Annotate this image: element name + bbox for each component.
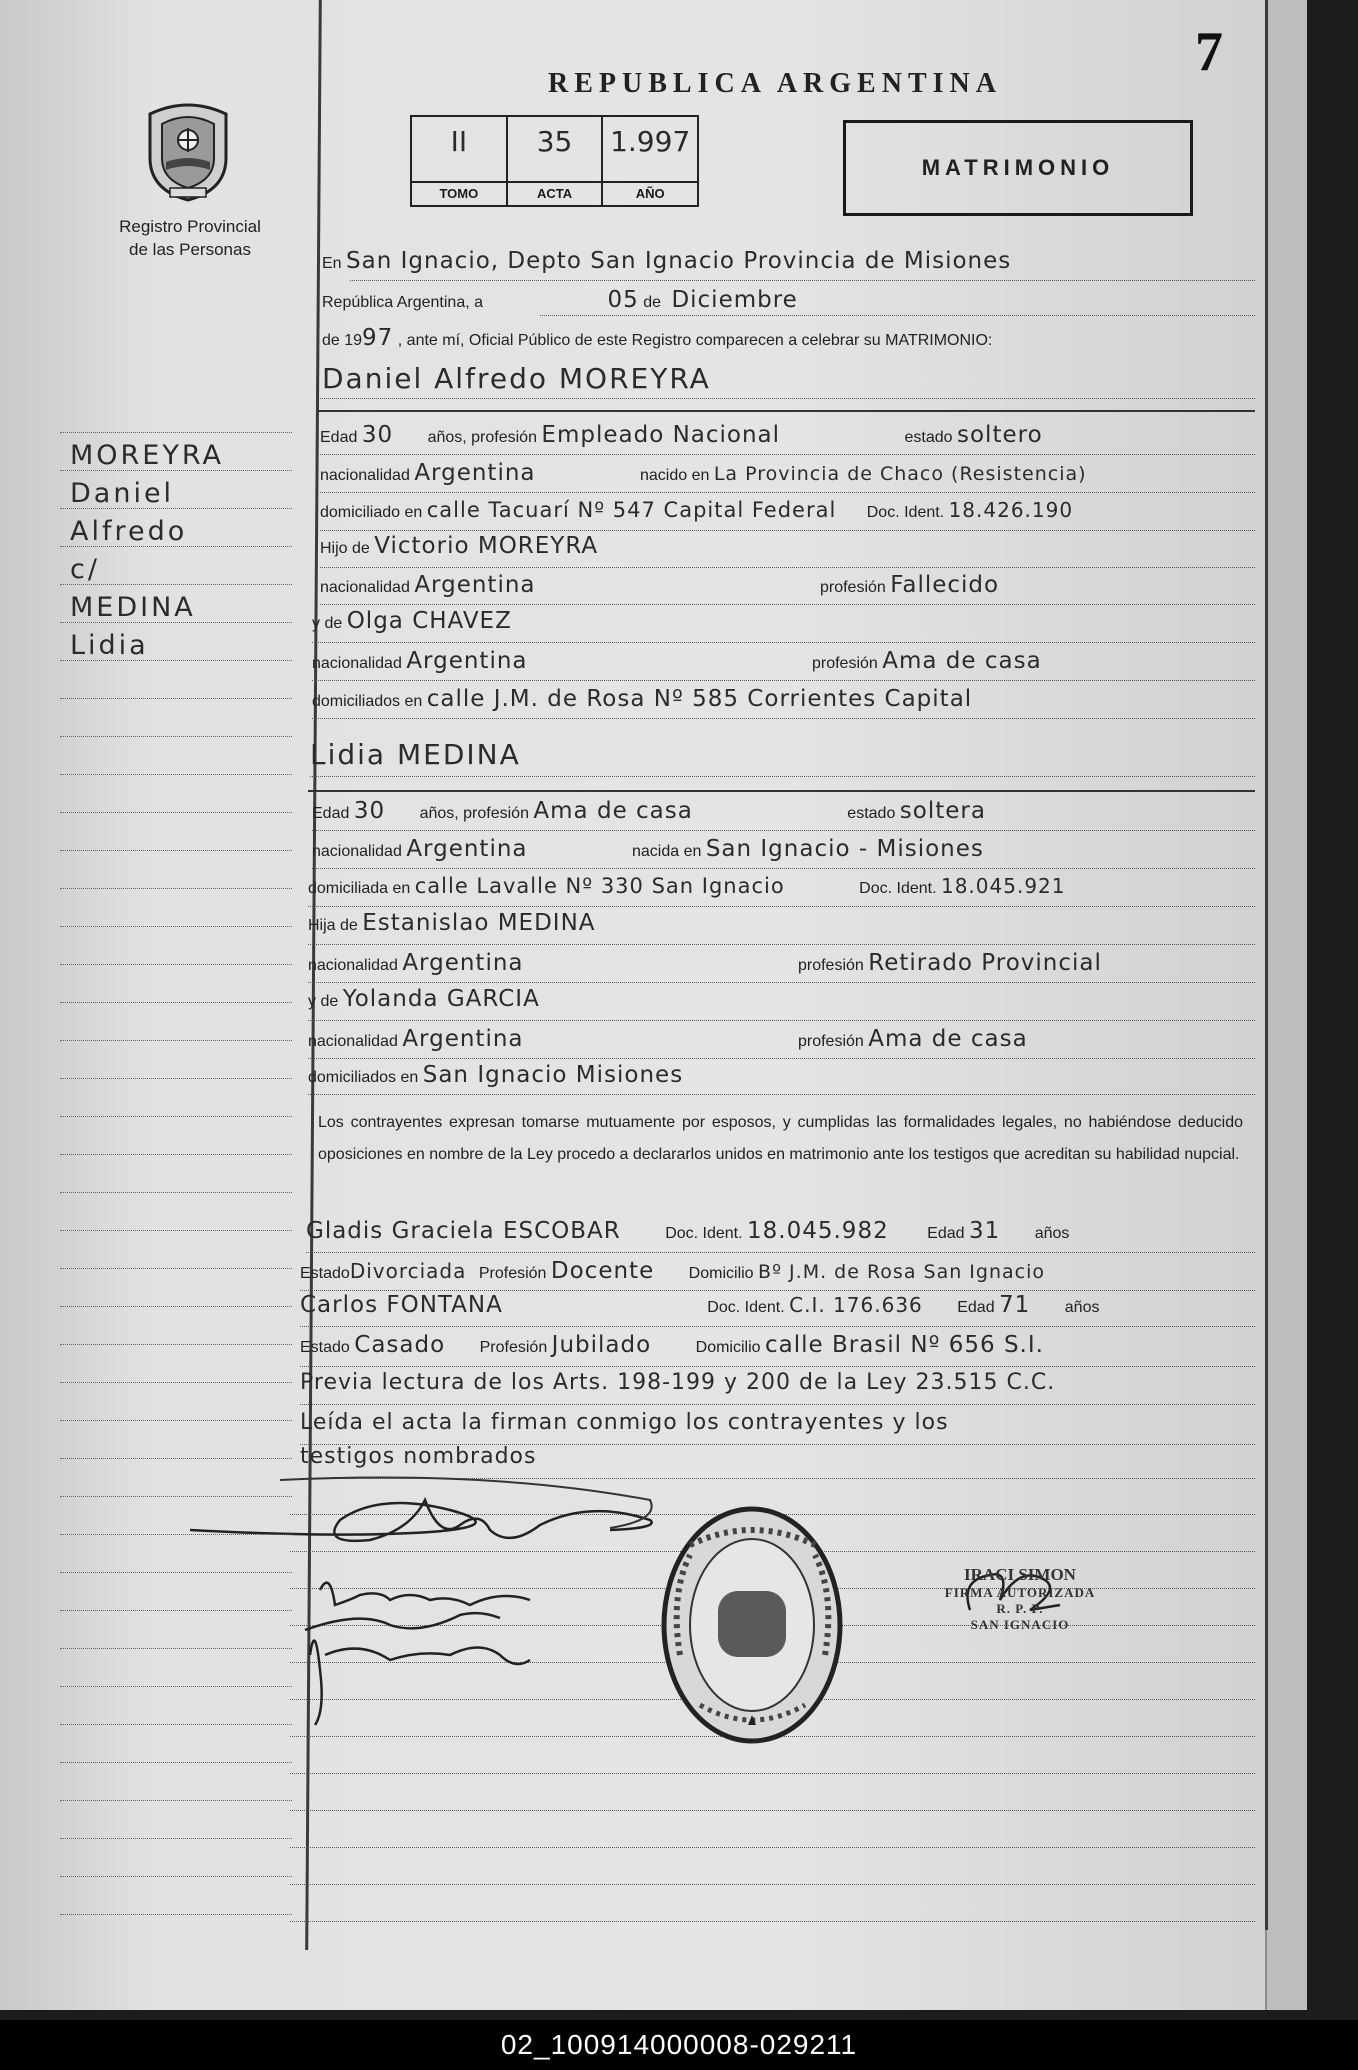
witness-2-dom-label: Domicilio <box>695 1339 761 1356</box>
anio-cell <box>603 117 697 205</box>
bride-mother-rule <box>308 1020 1255 1021</box>
de-label: de <box>643 294 661 311</box>
witness-2-rule <box>300 1326 1255 1327</box>
margin-rule-line <box>60 698 292 699</box>
groom-profession: Empleado Nacional <box>541 422 781 448</box>
groom-father-profession: Fallecido <box>890 572 1000 598</box>
margin-rule-line <box>60 1762 292 1763</box>
bride-father-nac-label: nacionalidad <box>308 957 398 974</box>
registration-box <box>410 115 699 207</box>
republica-label: República Argentina, a <box>322 294 483 311</box>
groom-nationality: Argentina <box>414 460 536 486</box>
groom-father-nac-label: nacionalidad <box>320 579 410 596</box>
margin-rule-line <box>60 1876 292 1877</box>
acta-cell <box>508 117 604 205</box>
groom-name-rule <box>320 398 1255 399</box>
registry-line-1: Registro Provincial <box>119 217 261 236</box>
authorized-stamp <box>920 1565 1120 1633</box>
bride-mother-details-line <box>308 1026 1028 1052</box>
witness-2-name: Carlos FONTANA <box>300 1292 503 1318</box>
bride-address: calle Lavalle Nº 330 San Ignacio <box>414 874 785 898</box>
groom-civil-status: soltero <box>957 422 1043 448</box>
province-emblem-icon <box>140 100 236 204</box>
bride-separator <box>308 790 1255 792</box>
groom-mother-profession: Ama de casa <box>882 648 1042 674</box>
registry-line-2: de las Personas <box>129 240 251 259</box>
stamp-name: IRACI SIMON <box>964 1565 1076 1584</box>
witness-2-anios-label: años <box>1064 1299 1100 1316</box>
witness-1-doc-label: Doc. Ident. <box>665 1225 743 1242</box>
bride-nationality: Argentina <box>406 836 528 862</box>
scan-id-footer: 02_100914000008-029211 <box>0 2020 1358 2070</box>
closing-note-2: Leída el acta la firman conmigo los contrayentes y los <box>300 1410 949 1435</box>
groom-father-details-line <box>320 572 999 598</box>
groom-age-line <box>320 422 1043 448</box>
bride-address-line <box>308 874 1066 898</box>
margin-note-line-3: Alfredo <box>70 516 188 547</box>
bride-mother-prof-label: profesión <box>797 1033 864 1050</box>
groom-parents-address-line <box>312 686 972 712</box>
date-rule <box>540 315 1255 316</box>
groom-age: 30 <box>361 422 394 448</box>
bride-parents-address-line <box>308 1062 683 1088</box>
margin-rule-line <box>60 1724 292 1725</box>
bride-nacida-label: nacida en <box>631 843 702 860</box>
witness-2-doc-id: C.I. 176.636 <box>789 1293 923 1317</box>
registry-name <box>95 215 285 261</box>
year-suffix: 97 <box>362 325 394 351</box>
groom-domiciliados-label: domiciliados en <box>312 693 423 710</box>
margin-rule-line <box>60 1344 292 1345</box>
bride-doc-label: Doc. Ident. <box>859 880 937 897</box>
stamp-line-2: FIRMA AUTORIZADA <box>944 1585 1096 1600</box>
margin-note-line-2: Daniel <box>70 478 175 509</box>
groom-parents-address: calle J.M. de Rosa Nº 585 Corrientes Capital <box>426 686 973 712</box>
margin-rule-line <box>60 736 292 737</box>
signature-rule-line <box>290 1773 1255 1774</box>
groom-nationality-rule <box>320 492 1255 493</box>
bride-father-line <box>308 910 596 936</box>
closing-note-1-rule <box>300 1404 1255 1405</box>
margin-note-line-5: MEDINA <box>70 592 196 623</box>
contracting-signatures <box>300 1560 560 1730</box>
bride-hija-label: Hija de <box>308 917 358 934</box>
groom-father-nationality: Argentina <box>414 572 536 598</box>
margin-rule-line <box>60 850 292 851</box>
margin-rule-line <box>60 1040 292 1041</box>
witness-1-edad-label: Edad <box>927 1225 965 1242</box>
groom-father-line <box>320 533 598 559</box>
ante-text: , ante mí, Oficial Público de este Registro comparecen a celebrar su MATRIMONIO: <box>397 332 993 349</box>
margin-rule-line <box>60 1914 292 1915</box>
witness-1-details-line <box>300 1258 1045 1284</box>
groom-separator <box>318 410 1255 412</box>
bride-domiciliados-label: domiciliados en <box>308 1069 419 1086</box>
margin-rule-line <box>60 1534 292 1535</box>
groom-mother-rule <box>312 642 1255 643</box>
groom-mother-nationality: Argentina <box>406 648 528 674</box>
witness-1-address: Bº J.M. de Rosa San Ignacio <box>758 1261 1046 1283</box>
groom-father-name: Victorio MOREYRA <box>374 533 599 559</box>
witness-1-name: Gladis Graciela ESCOBAR <box>306 1218 621 1244</box>
margin-rule-line <box>60 1458 292 1459</box>
margin-note-line-4: c/ <box>70 554 100 585</box>
bride-mother-profession: Ama de casa <box>868 1026 1028 1052</box>
margin-rule-line <box>60 774 292 775</box>
witness-1-civil-status: Divorciada <box>349 1259 467 1283</box>
margin-rule-line <box>60 1838 292 1839</box>
declaration-text: Los contrayentes expresan tomarse mutuamente por esposos, y cumplidas las formalidades legales, no habiéndose deducido oposiciones en nombre de la Ley procedo a declararlos unidos en matrimonio ante los testigos que acreditan su habilidad nupcial. <box>318 1114 1243 1163</box>
bride-father-rule <box>308 944 1255 945</box>
day-value: 05 <box>607 287 639 313</box>
witness-1-profession: Docente <box>550 1258 655 1284</box>
bride-mother-details-rule <box>308 1058 1255 1059</box>
place-rule <box>350 280 1255 281</box>
groom-father-rule <box>320 567 1255 568</box>
bride-nationality-line <box>312 836 984 862</box>
bride-y-de-label: y de <box>308 993 339 1010</box>
groom-doc-label: Doc. Ident. <box>866 504 945 521</box>
bride-father-details-rule <box>308 982 1255 983</box>
intro-date-line <box>322 287 798 313</box>
groom-nationality-line <box>320 460 1087 486</box>
bride-profession: Ama de casa <box>533 798 693 824</box>
bride-nationality-rule <box>312 868 1255 869</box>
bride-name: Lidia MEDINA <box>310 738 521 771</box>
tomo-value: II <box>450 125 468 158</box>
margin-rule-line <box>60 1192 292 1193</box>
margin-rule-line <box>60 432 292 433</box>
signature-rule-line <box>290 1810 1255 1811</box>
witness-1-doc-id: 18.045.982 <box>747 1218 889 1244</box>
witness-2-doc-label: Doc. Ident. <box>707 1299 785 1316</box>
margin-rule-line <box>60 1572 292 1573</box>
groom-domiciliado-label: domiciliado en <box>320 504 423 521</box>
bride-father-details-line <box>308 950 1102 976</box>
groom-nacionalidad-label: nacionalidad <box>320 467 410 484</box>
margin-rule-line <box>60 1382 292 1383</box>
groom-address: calle Tacuarí Nº 547 Capital Federal <box>426 498 837 522</box>
margin-rule-line <box>60 1306 292 1307</box>
groom-address-rule <box>320 530 1255 531</box>
bride-father-profession: Retirado Provincial <box>868 950 1102 976</box>
bride-parents-address-rule <box>308 1094 1255 1095</box>
bride-civil-status: soltera <box>899 798 986 824</box>
groom-name: Daniel Alfredo MOREYRA <box>322 362 711 395</box>
groom-birthplace: La Provincia de Chaco (Resistencia) <box>713 463 1087 485</box>
witness-1-details-rule <box>300 1290 1255 1291</box>
margin-rule-line <box>60 1800 292 1801</box>
bride-edad-label: Edad <box>312 805 350 822</box>
tomo-cell <box>412 117 508 205</box>
margin-rule-line <box>60 1648 292 1649</box>
groom-mother-nac-label: nacionalidad <box>312 655 402 672</box>
en-label: En <box>322 255 342 272</box>
bride-name-rule <box>310 776 1255 777</box>
groom-mother-details-rule <box>312 680 1255 681</box>
groom-mother-prof-label: profesión <box>811 655 878 672</box>
month-value: Diciembre <box>671 287 798 313</box>
margin-rule-line <box>60 1420 292 1421</box>
witness-1-line <box>306 1218 1069 1244</box>
groom-parents-address-rule <box>312 718 1255 719</box>
margin-rule-line <box>60 1610 292 1611</box>
bride-mother-line <box>308 986 540 1012</box>
bride-parents-address: San Ignacio Misiones <box>422 1062 684 1088</box>
witness-1-prof-label: Profesión <box>478 1265 547 1282</box>
witness-2-edad-label: Edad <box>957 1299 995 1316</box>
bride-father-name: Estanislao MEDINA <box>362 910 596 936</box>
bride-nacionalidad-label: nacionalidad <box>312 843 402 860</box>
margin-rule-line <box>60 812 292 813</box>
stamp-line-3: R. P. P. <box>996 1601 1044 1616</box>
page-edge <box>1265 0 1307 2010</box>
groom-hijo-label: Hijo de <box>320 540 370 557</box>
margin-rule-line <box>60 1686 292 1687</box>
bride-father-prof-label: profesión <box>797 957 864 974</box>
groom-mother-name: Olga CHAVEZ <box>346 608 512 634</box>
margin-rule-line <box>60 964 292 965</box>
witness-1-estado-label: Estado <box>300 1265 350 1282</box>
groom-mother-details-line <box>312 648 1042 674</box>
groom-father-details-rule <box>320 604 1255 605</box>
stamp-line-4: SAN IGNACIO <box>970 1617 1070 1632</box>
margin-rule-line <box>60 926 292 927</box>
bride-age: 30 <box>353 798 386 824</box>
closing-note-1: Previa lectura de los Arts. 198-199 y 200 de la Ley 23.515 C.C. <box>300 1370 1056 1395</box>
witness-2-civil-status: Casado <box>354 1332 446 1358</box>
document-type: MATRIMONIO <box>843 120 1193 216</box>
bride-domiciliada-label: domiciliada en <box>308 880 411 897</box>
witness-1-dom-label: Domicilio <box>688 1265 754 1282</box>
groom-nacido-label: nacido en <box>639 467 710 484</box>
margin-rule-line <box>60 1002 292 1003</box>
intro-place-line <box>322 248 1011 274</box>
witness-2-details-line <box>300 1332 1044 1358</box>
margin-note-line-1: MOREYRA <box>70 440 224 471</box>
bride-mother-name: Yolanda GARCIA <box>342 986 540 1012</box>
groom-anios-label: años, profesión <box>427 429 537 446</box>
witness-2-estado-label: Estado <box>300 1339 350 1356</box>
witness-1-age: 31 <box>969 1218 1001 1244</box>
witness-2-line <box>300 1292 1099 1318</box>
closing-note-3: testigos nombrados <box>300 1444 537 1469</box>
bride-estado-label: estado <box>847 805 896 822</box>
groom-y-de-label: y de <box>312 615 343 632</box>
margin-rule-line <box>60 1154 292 1155</box>
tomo-label: TOMO <box>412 181 506 205</box>
margin-rule-line <box>60 1116 292 1117</box>
margin-rule-line <box>60 1496 292 1497</box>
official-seal <box>660 1505 845 1745</box>
bride-doc-id: 18.045.921 <box>940 874 1066 898</box>
witness-2-age: 71 <box>999 1292 1031 1318</box>
bride-anios-label: años, profesión <box>419 805 529 822</box>
signature-rule-line <box>290 1921 1255 1922</box>
page-number: 7 <box>1195 21 1223 83</box>
bride-father-nationality: Argentina <box>402 950 524 976</box>
groom-doc-id: 18.426.190 <box>948 498 1074 522</box>
year-prefix: de 19 <box>322 332 363 349</box>
groom-estado-label: estado <box>904 429 953 446</box>
groom-age-rule <box>320 454 1255 455</box>
acta-value: 35 <box>536 125 573 158</box>
bride-mother-nationality: Argentina <box>402 1026 524 1052</box>
acta-label: ACTA <box>508 181 602 205</box>
groom-father-prof-label: profesión <box>819 579 886 596</box>
signature-rule-line <box>290 1847 1255 1848</box>
signature-rule-line <box>290 1884 1255 1885</box>
margin-rule-line <box>60 888 292 889</box>
witness-2-prof-label: Profesión <box>479 1339 548 1356</box>
witness-2-details-rule <box>300 1366 1255 1367</box>
witness-1-rule <box>306 1252 1255 1253</box>
anio-value: 1.997 <box>610 125 691 158</box>
margin-rule-line <box>60 1078 292 1079</box>
margin-rule-line <box>60 1268 292 1269</box>
groom-mother-line <box>312 608 512 634</box>
bride-age-rule <box>312 830 1255 831</box>
right-rule <box>1265 0 1268 1930</box>
bride-address-rule <box>308 906 1255 907</box>
witness-2-profession: Jubilado <box>551 1332 652 1358</box>
bride-age-line <box>312 798 986 824</box>
place-value: San Ignacio, Depto San Ignacio Provincia de Misiones <box>346 248 1012 274</box>
groom-address-line <box>320 498 1073 522</box>
country-title: REPUBLICA ARGENTINA <box>548 68 1002 99</box>
witness-1-anios-label: años <box>1034 1225 1070 1242</box>
anio-label: AÑO <box>603 181 697 205</box>
bride-mother-nac-label: nacionalidad <box>308 1033 398 1050</box>
margin-rule-line <box>60 1230 292 1231</box>
intro-year-line <box>322 325 992 351</box>
witness-2-address: calle Brasil Nº 656 S.I. <box>765 1332 1044 1358</box>
bride-birthplace: San Ignacio - Misiones <box>705 836 984 862</box>
margin-note-line-6: Lidia <box>70 630 149 661</box>
groom-edad-label: Edad <box>320 429 358 446</box>
